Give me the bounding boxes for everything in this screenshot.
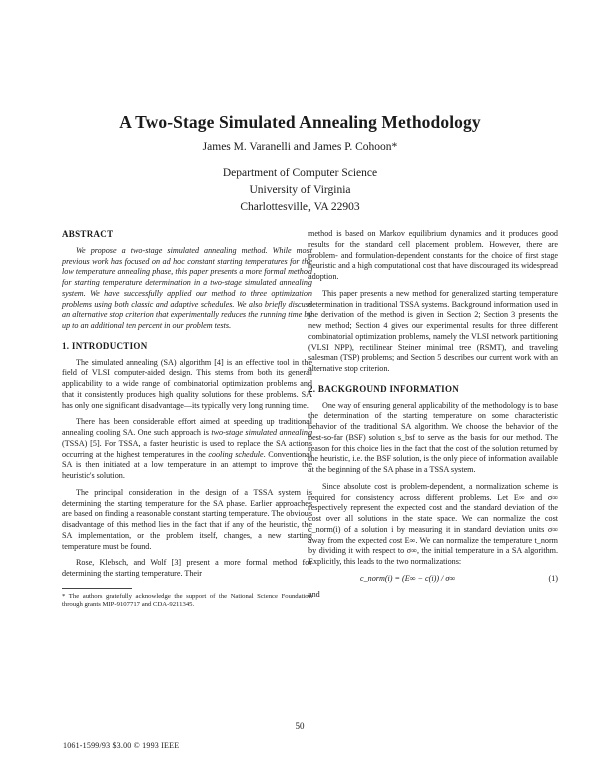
affiliation-city: Charlottesville, VA 22903	[240, 201, 360, 213]
right-paragraph-1: method is based on Markov equilibrium dynamics and it produces good results for the standard cell placement problem. However, there are problem- and formulation-dependent constants for the choice of first stage heuristic and a high computational cost that have discouraged its widespread adoption.	[308, 229, 558, 281]
affiliation-university: University of Virginia	[249, 184, 351, 196]
intro-paragraph-2	[62, 417, 312, 482]
background-paragraph-2: Since absolute cost is problem-dependent, a normalization scheme is required for consistency across different problems. Let E∞ and σ∞ respectively represent the expected cost and the standard deviation of the cost over all solutions in the state space. We can normalize the cost c_norm(i) of a solution i by measuring it in standard deviation units σ∞ away from the expected cost E∞. We can normalize the temperature t_norm by dividing it with respect to σ∞, the initial temperature in a SA algorithm. Explicitly, this leads to the two normalizations:	[308, 481, 558, 566]
affiliation-department: Department of Computer Science	[222, 167, 378, 179]
intro-p2-emphasis-2: cooling schedule	[208, 449, 264, 459]
footnote-rule	[62, 588, 132, 589]
abstract-heading: ABSTRACT	[62, 229, 114, 239]
left-column	[62, 229, 312, 610]
equation-expression: c_norm(i) = (E∞ − c(i)) / σ∞	[360, 573, 456, 583]
copyright-line: 1061-1599/93 $3.00 © 1993 IEEE	[63, 741, 180, 750]
intro-paragraph-4: Rose, Klebsch, and Wolf [3] present a more formal method for determining the starting temperature. Their	[62, 558, 312, 578]
intro-heading: 1. INTRODUCTION	[62, 340, 148, 351]
right-column	[308, 229, 558, 607]
background-heading: 2. BACKGROUND INFORMATION	[308, 383, 460, 394]
footnote: * The authors gratefully acknowledge the support of the National Science Foundation through grants MIP-9107717 and CDA-9211345.	[62, 592, 312, 609]
intro-paragraph-1: The simulated annealing (SA) algorithm [4] is an effective tool in the field of VLSI computer-aided design. This stems from both its general applicability to a wide range of combinatorial optimization problems and that it consistently produces high quality solutions for these problems. SA has only one significant disadvantage—its typically very long running time.	[62, 357, 312, 410]
continuation-text: and	[308, 589, 320, 599]
page-number: 50	[295, 721, 305, 731]
intro-p2-emphasis-1: two-stage simulated annealing	[211, 428, 313, 437]
intro-p2-part-a: There has been considerable effort aimed at speeding up traditional annealing cooling SA. One such approach is	[62, 417, 312, 437]
right-paragraph-2: This paper presents a new method for generalized starting temperature determination in traditional TSSA systems. Background information used in the derivation of the method is given in Section 2; Section 3 presents the new method; Section 4 gives our experimental results for three different combinatorial optimization problems, namely the VLSI network partitioning (VLSI NPP), rectilinear Steiner minimal tree (RSMT), and traveling salesman (TSP) problems; and Section 5 describes our current work with an alternative stop criterion.	[308, 288, 558, 373]
background-paragraph-1: One way of ensuring general applicability of the methodology is to base the determination of the starting temperature on some characteristic behavior of the traditional SA algorithm. We choose the behavior of the best-so-far (BSF) solution s_bsf to serve as the basis for our method. The reason for this choice lies in the fact that the cost of the solution returned by the heuristic, i.e. the BSF solution, is the only piece of information available at the beginning of the SA phase in a TSSA system.	[308, 400, 558, 474]
paper-title: A Two-Stage Simulated Annealing Methodology	[119, 112, 481, 132]
equation-number: (1)	[548, 573, 558, 583]
intro-paragraph-3: The principal consideration in the design of a TSSA system is determining the starting temperature for the SA phase. Earlier approaches are based on finding a reasonable constant starting temperature. The obvious disadvantage of this method lies in the fact that if any of the heuristic, the SA implementation, or the problem itself, changes, a new starting temperature must be found.	[62, 487, 312, 551]
intro-p2-part-b: (TSSA) [5]. For TSSA, a faster heuristic is used to replace the SA actions occurring at the highest temperatures in the	[62, 438, 312, 459]
intro-p2-part-c: . Conventional SA is then initiated at a low temperature in an attempt to improve the heuristic's solution.	[62, 449, 312, 480]
abstract-text: We propose a two-stage simulated annealing method. While most previous work has focused on ad hoc constant starting temperatures for the low temperature annealing phase, this paper presents a more formal method for starting temperature determination in a two-stage simulated annealing system. We have successfully applied our method to three optimization problems using both classic and adaptive schedules. We also briefly discuss an alternative stop criterion that experimentally reduces the running time by up to an additional ten percent in our problem tests.	[62, 245, 312, 330]
authors: James M. Varanelli and James P. Cohoon*	[202, 141, 398, 153]
equation-1	[308, 574, 558, 586]
